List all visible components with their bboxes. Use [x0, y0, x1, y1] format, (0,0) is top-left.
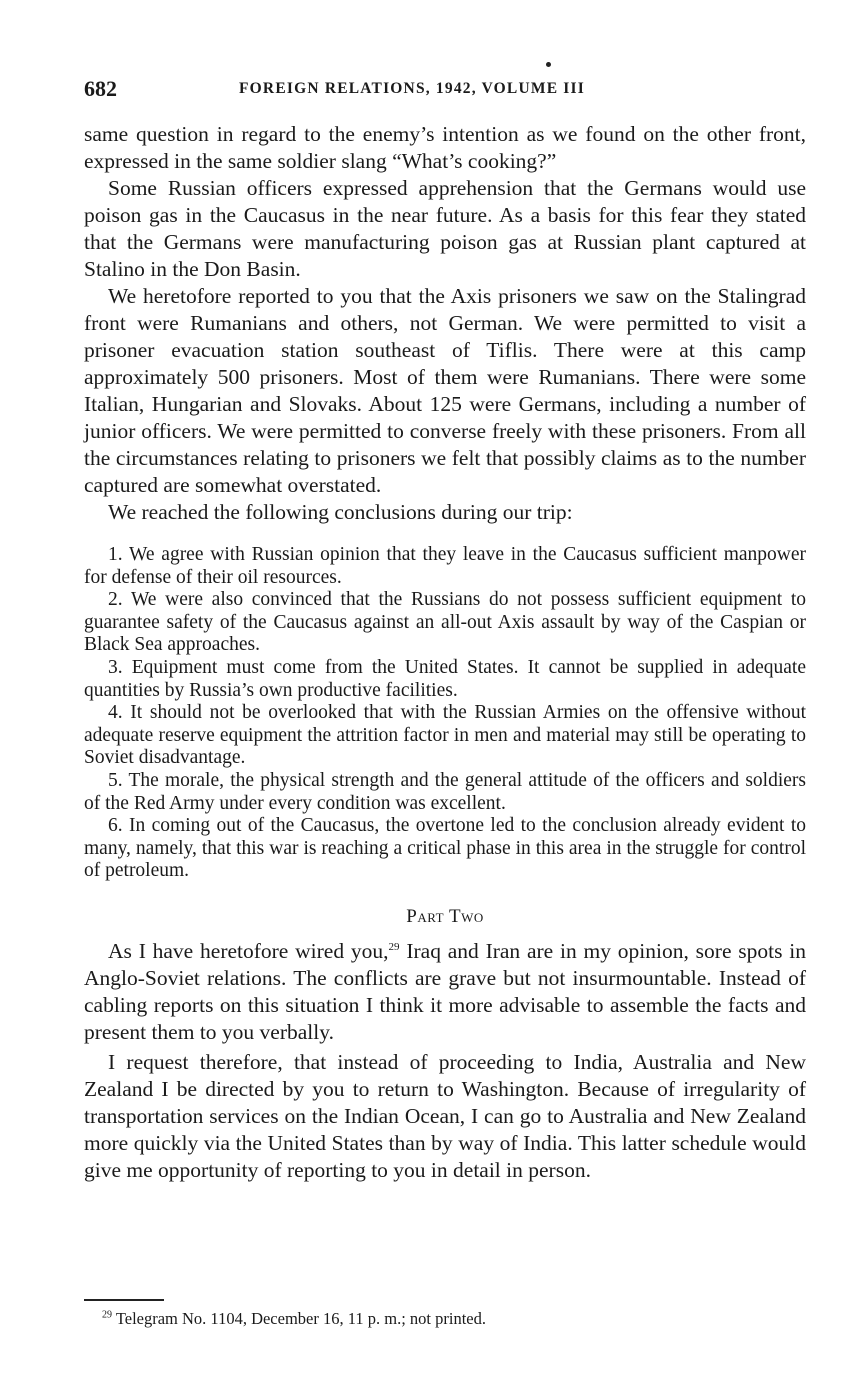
- footnote-number: 29: [102, 1309, 112, 1321]
- list-item: 3. Equipment must come from the United States. It cannot be supplied in adequate quantities by Russia’s own productive facilities.: [84, 656, 806, 701]
- running-head: FOREIGN RELATIONS, 1942, VOLUME III: [239, 80, 585, 97]
- body-text: [84, 121, 806, 1184]
- paragraph-iraq-iran: [84, 938, 806, 1046]
- paragraph-prisoners: We heretofore reported to you that the Axis prisoners we saw on the Stalingrad front were Rumanians and others, not German. We were permitted to visit a prisoner evacuation station southeast of Tiflis. There were at this camp approximately 500 prisoners. Most of them were Rumanians. There were some Italian, Hungarian and Slovaks. About 125 were Germans, including a number of junior officers. We were permitted to converse freely with these prisoners. From all the circumstances relating to prisoners we felt that possibly claims as to the number captured are somewhat overstated.: [84, 284, 806, 497]
- page-number: 682: [84, 76, 117, 101]
- list-item: 5. The morale, the physical strength and the general attitude of the officers and soldiers of the Red Army under every condition was excellent.: [84, 769, 806, 814]
- paragraph-text: Iraq and Iran are in my opinion, sore spots in Anglo-Soviet relations. The conflicts are grave but not insurmountable. Instead of cabling reports on this situation I think it more advisable to assemble the facts and present them to you verbally.: [84, 938, 807, 1044]
- list-item: 4. It should not be overlooked that with the Russian Armies on the offensive without adequate reserve equipment the attrition factor in men and material may still be operating to Soviet disadvantage.: [84, 702, 806, 769]
- list-item: 6. In coming out of the Caucasus, the overtone led to the conclusion already evident to many, namely, that this war is reaching a critical phase in this area in the struggle for control of petroleum.: [84, 815, 806, 882]
- list-item: 1. We agree with Russian opinion that they leave in the Caucasus sufficient manpower for defense of their oil resources.: [84, 544, 806, 588]
- list-item: 2. We were also convinced that the Russians do not possess sufficient equipment to guarantee safety of the Caucasus against an all-out Axis assault by way of the Caspian or Black Sea approaches.: [84, 589, 806, 656]
- page-header: [84, 76, 806, 106]
- paragraph-text: As I have heretofore wired you,: [108, 938, 389, 963]
- section-heading-text: Part Two: [406, 905, 484, 927]
- footnote-divider: [84, 1299, 164, 1301]
- paragraph-request: I request therefore, that instead of proceeding to India, Australia and New Zealand I be directed by you to return to Washington. Because of irregularity of transportation services on the Indian Ocean, I can go to Australia and New Zealand more quickly via the United States than by way of India. This latter schedule would give me opportunity of reporting to you in detail in person.: [84, 1049, 806, 1182]
- paragraph-poison-gas: Some Russian officers expressed apprehension that the Germans would use poison gas in the Caucasus in the near future. As a basis for this fear they stated that the Germans were manufacturing poison gas at Russian plant captured at Stalino in the Don Basin.: [84, 176, 806, 281]
- section-heading: [84, 903, 806, 930]
- conclusions-list: [84, 544, 806, 883]
- footnote-reference[interactable]: 29: [388, 940, 400, 953]
- paragraph-continuation: same question in regard to the enemy’s intention as we found on the other front, expressed in the same soldier slang “What’s cooking?”: [84, 122, 806, 173]
- footnote: [102, 1309, 486, 1329]
- ink-dot: [546, 62, 551, 67]
- footnote-text: Telegram No. 1104, December 16, 11 p. m.; not printed.: [112, 1309, 486, 1328]
- paragraph-conclusions-intro: We reached the following conclusions during our trip:: [108, 500, 573, 524]
